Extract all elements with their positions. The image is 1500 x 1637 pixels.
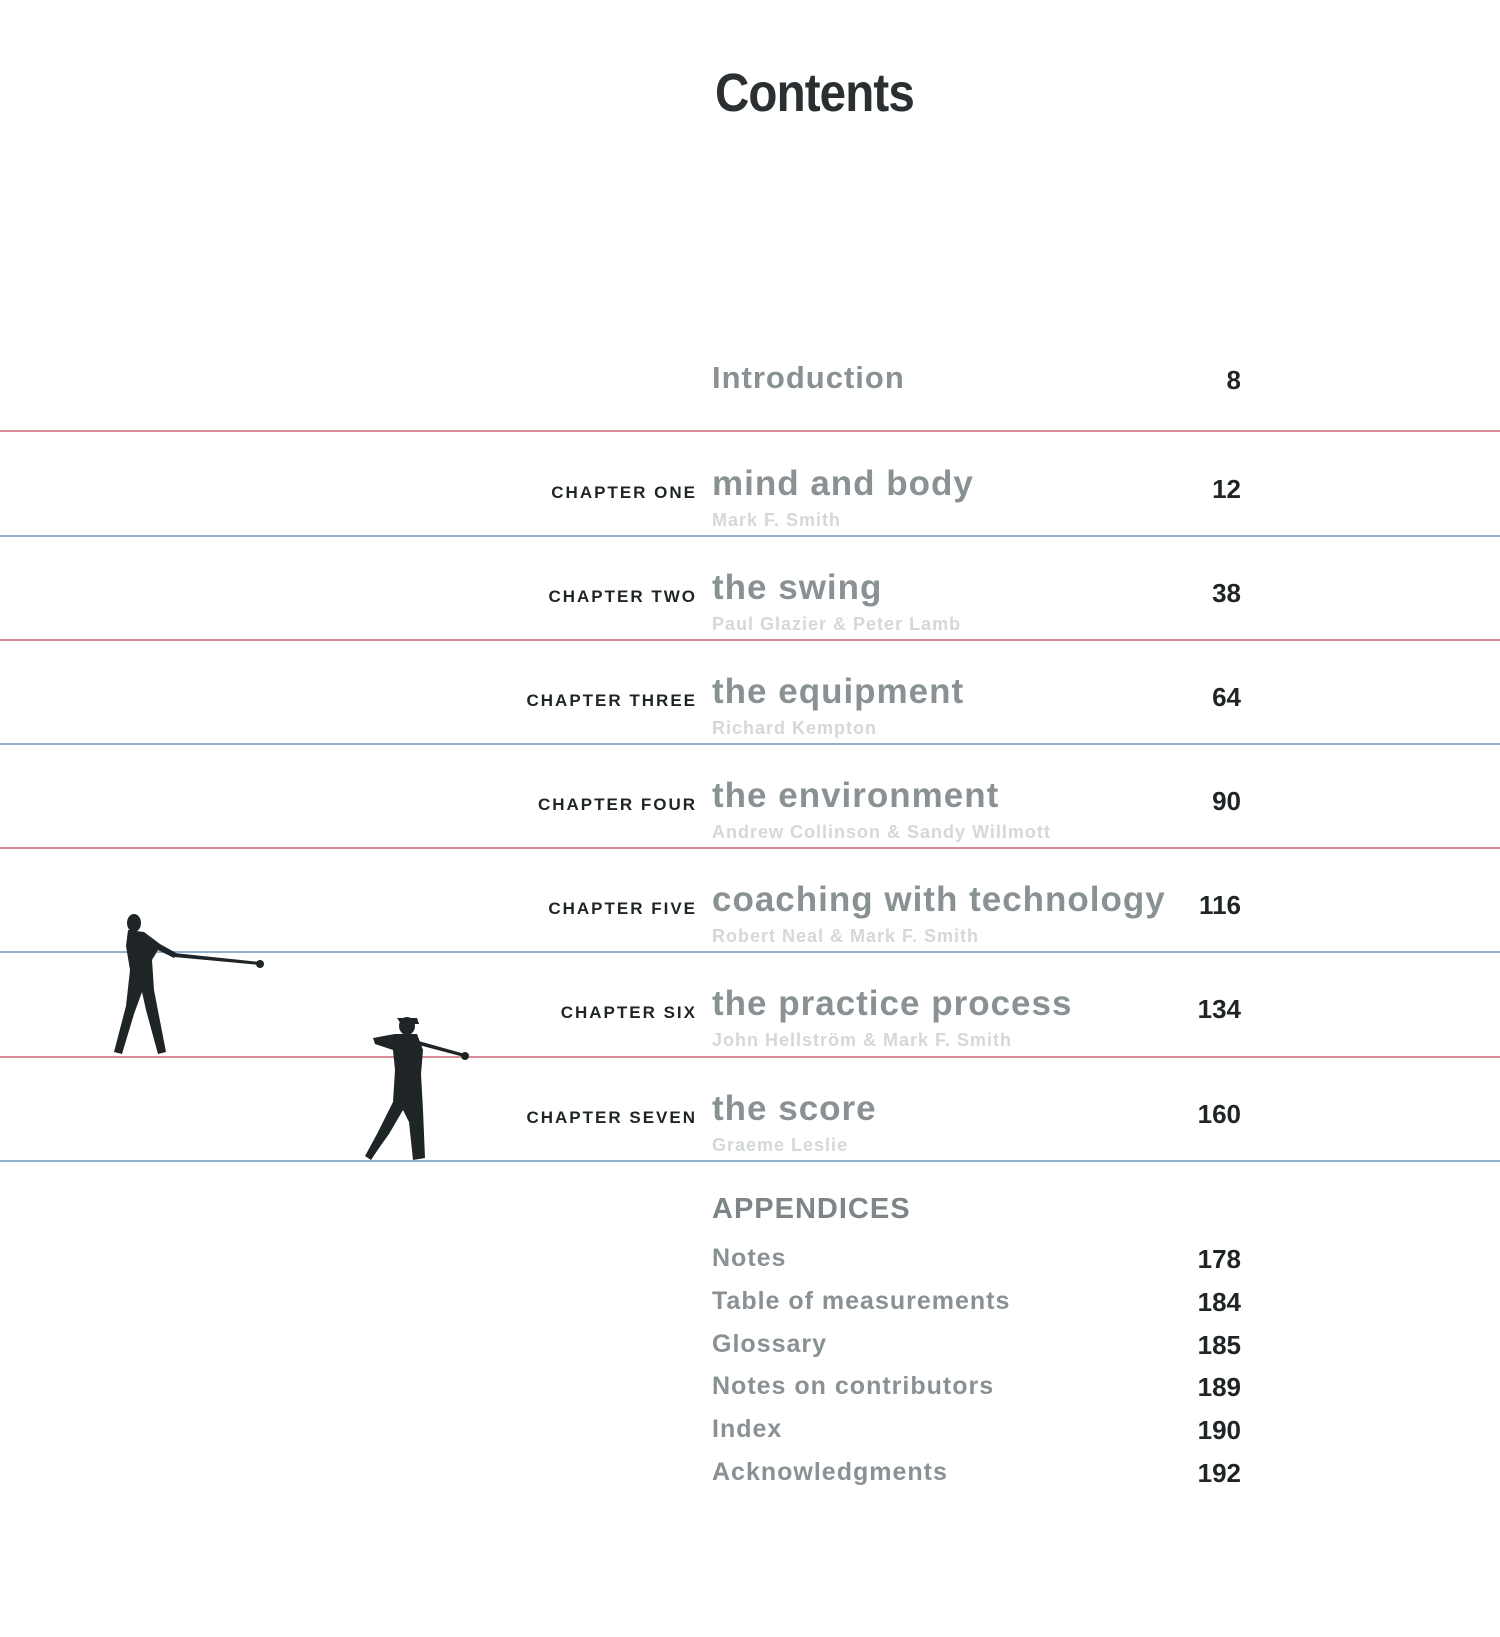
divider-rule [0, 847, 1500, 849]
chapter-author: John Hellström & Mark F. Smith [712, 1030, 1013, 1050]
appendix-label: Notes on contributors [712, 1372, 995, 1400]
divider-rule [0, 430, 1500, 432]
appendix-item[interactable] [0, 1287, 1500, 1327]
chapter-label: CHAPTER FOUR [537, 795, 697, 814]
appendix-page: 185 [1197, 1330, 1241, 1360]
chapter-page: 64 [1212, 682, 1241, 712]
chapter-page: 90 [1212, 786, 1241, 816]
appendix-page: 178 [1197, 1244, 1241, 1274]
appendix-page: 189 [1197, 1372, 1241, 1402]
chapter-page: 134 [1197, 994, 1241, 1024]
divider-rule [0, 743, 1500, 745]
appendix-label: Notes [712, 1244, 787, 1272]
appendix-item[interactable] [0, 1458, 1500, 1498]
golfer-silhouette-icon [365, 1010, 485, 1162]
chapter-label: CHAPTER THREE [526, 691, 697, 710]
appendix-item[interactable] [0, 1415, 1500, 1455]
chapter-author: Andrew Collinson & Sandy Willmott [712, 822, 1051, 842]
page-title: Contents [715, 63, 914, 123]
introduction-page: 8 [1226, 365, 1241, 395]
golfer-silhouette-icon [110, 910, 280, 1060]
chapter-title: the environment [712, 776, 1000, 815]
appendix-label: Table of measurements [712, 1287, 1011, 1315]
appendices-heading: APPENDICES [712, 1193, 911, 1225]
appendix-item[interactable] [0, 1244, 1500, 1284]
chapter-label: CHAPTER TWO [548, 587, 697, 606]
appendix-label: Acknowledgments [712, 1458, 948, 1486]
appendix-page: 184 [1197, 1287, 1241, 1317]
chapter-title: the swing [712, 568, 883, 607]
chapter-label: CHAPTER SIX [560, 1003, 697, 1022]
chapter-title: coaching with technology [712, 880, 1166, 919]
introduction-title: Introduction [712, 360, 905, 395]
appendix-item[interactable] [0, 1330, 1500, 1370]
appendix-item[interactable] [0, 1372, 1500, 1412]
divider-rule [0, 535, 1500, 537]
chapter-author: Richard Kempton [712, 718, 878, 738]
divider-rule [0, 1160, 1500, 1162]
chapter-label: CHAPTER ONE [551, 483, 697, 502]
chapter-author: Graeme Leslie [712, 1135, 849, 1155]
chapter-title: mind and body [712, 464, 974, 503]
appendix-label: Index [712, 1415, 783, 1443]
chapter-label: CHAPTER FIVE [548, 899, 697, 918]
chapter-title: the score [712, 1089, 877, 1128]
chapter-author: Mark F. Smith [712, 510, 842, 530]
appendix-page: 192 [1197, 1458, 1241, 1488]
chapter-page: 38 [1212, 578, 1241, 608]
chapter-label: CHAPTER SEVEN [526, 1108, 697, 1127]
appendix-label: Glossary [712, 1330, 828, 1358]
chapter-page: 12 [1212, 474, 1241, 504]
chapter-page: 160 [1197, 1099, 1241, 1129]
chapter-title: the equipment [712, 672, 965, 711]
chapter-title: the practice process [712, 984, 1073, 1023]
chapter-author: Robert Neal & Mark F. Smith [712, 926, 980, 946]
chapter-page: 116 [1199, 890, 1241, 920]
appendix-page: 190 [1197, 1415, 1241, 1445]
chapter-author: Paul Glazier & Peter Lamb [712, 614, 962, 634]
divider-rule [0, 639, 1500, 641]
